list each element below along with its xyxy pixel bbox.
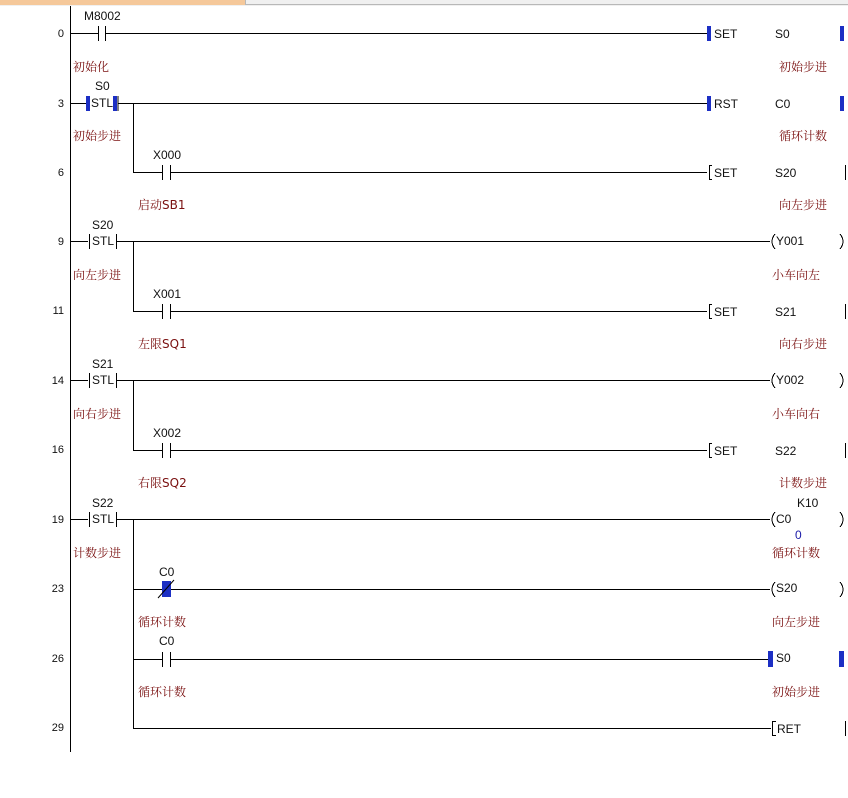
stl-label: STL bbox=[92, 512, 115, 526]
operand-address: S0 bbox=[775, 27, 790, 41]
step-number: 11 bbox=[52, 305, 64, 317]
contact-address: C0 bbox=[159, 565, 175, 579]
counter-setting: K10 bbox=[797, 496, 819, 510]
step-number: 23 bbox=[51, 583, 64, 595]
output-coil-icon[interactable] bbox=[772, 373, 775, 388]
contact-address: S0 bbox=[95, 79, 110, 93]
rung-9[interactable] bbox=[58, 218, 843, 282]
operand-comment: 初始步进 bbox=[772, 685, 821, 699]
step-number: 26 bbox=[51, 653, 64, 665]
step-number: 16 bbox=[51, 444, 64, 456]
rung-16[interactable] bbox=[52, 426, 846, 490]
contact-address: C0 bbox=[159, 634, 175, 648]
rung-0[interactable] bbox=[58, 9, 844, 74]
contact-comment: 向右步进 bbox=[73, 407, 122, 421]
operand-comment: 计数步进 bbox=[779, 476, 828, 490]
contact-comment: 启动SB1 bbox=[138, 198, 186, 212]
operand-comment: 小车向右 bbox=[772, 407, 821, 421]
operand-address: S22 bbox=[775, 444, 797, 458]
output-coil-icon[interactable] bbox=[772, 234, 775, 249]
rung-6[interactable] bbox=[58, 148, 846, 212]
contact-comment: 右限SQ2 bbox=[138, 476, 187, 490]
selection-marker bbox=[839, 651, 844, 667]
step-number: 14 bbox=[51, 375, 64, 387]
stl-label: STL bbox=[91, 96, 114, 110]
contact-address: S21 bbox=[92, 357, 114, 371]
operand-address: C0 bbox=[776, 512, 792, 526]
contact-address: X001 bbox=[153, 287, 182, 301]
instruction-name: SET bbox=[714, 305, 738, 319]
contact-address: X000 bbox=[153, 148, 182, 162]
operand-comment: 循环计数 bbox=[772, 546, 821, 560]
step-number: 3 bbox=[57, 98, 64, 110]
operand-address: S20 bbox=[775, 166, 797, 180]
contact-address: S20 bbox=[92, 218, 114, 232]
contact-address: X002 bbox=[153, 426, 182, 440]
rung-3[interactable] bbox=[58, 79, 844, 143]
instruction-name: SET bbox=[714, 166, 738, 180]
contact-comment: 左限SQ1 bbox=[138, 337, 187, 351]
rung-29[interactable] bbox=[52, 721, 846, 736]
operand-address: S20 bbox=[776, 581, 798, 595]
rung-14[interactable] bbox=[52, 357, 843, 421]
counter-coil-icon[interactable] bbox=[772, 512, 775, 527]
operand-address: S0 bbox=[776, 651, 791, 665]
operand-comment: 小车向左 bbox=[772, 268, 821, 282]
contact-comment: 初始步进 bbox=[73, 129, 122, 143]
contact-comment: 向左步进 bbox=[73, 268, 122, 282]
operand-address: C0 bbox=[775, 97, 791, 111]
operand-comment: 向右步进 bbox=[779, 337, 828, 351]
step-number: 29 bbox=[51, 722, 64, 734]
operand-address: Y001 bbox=[776, 234, 805, 248]
contact-comment: 循环计数 bbox=[138, 685, 187, 699]
contact-address: S22 bbox=[92, 496, 114, 510]
stl-label: STL bbox=[92, 234, 115, 248]
rung-19[interactable] bbox=[52, 496, 843, 560]
instruction-name: RST bbox=[714, 97, 738, 111]
rung-11[interactable] bbox=[53, 287, 846, 351]
selection-marker bbox=[707, 26, 711, 41]
rung-23[interactable] bbox=[52, 565, 843, 629]
contact-address: M8002 bbox=[84, 9, 121, 23]
operand-address: S21 bbox=[775, 305, 797, 319]
step-number: 0 bbox=[57, 28, 64, 40]
operand-address: Y002 bbox=[776, 373, 805, 387]
step-number: 6 bbox=[57, 167, 64, 179]
step-number: 19 bbox=[51, 514, 64, 526]
instruction-name: SET bbox=[714, 27, 738, 41]
contact-comment: 初始化 bbox=[73, 60, 110, 74]
counter-current-value: 0 bbox=[795, 528, 802, 542]
contact-comment: 循环计数 bbox=[138, 615, 187, 629]
stl-label: STL bbox=[92, 373, 115, 387]
operand-comment: 向左步进 bbox=[779, 198, 828, 212]
instruction-name: SET bbox=[714, 444, 738, 458]
output-coil-icon[interactable] bbox=[772, 582, 775, 597]
step-number: 9 bbox=[57, 236, 64, 248]
stl-contact-icon[interactable] bbox=[86, 96, 90, 111]
selection-marker bbox=[768, 651, 773, 667]
operand-comment: 向左步进 bbox=[772, 615, 821, 629]
contact-comment: 计数步进 bbox=[73, 546, 122, 560]
operand-comment: 循环计数 bbox=[779, 129, 828, 143]
rung-26[interactable] bbox=[52, 634, 844, 699]
selection-marker bbox=[840, 26, 844, 41]
operand-comment: 初始步进 bbox=[779, 60, 828, 74]
empty-area bbox=[0, 752, 848, 798]
instruction-name: RET bbox=[777, 722, 801, 736]
